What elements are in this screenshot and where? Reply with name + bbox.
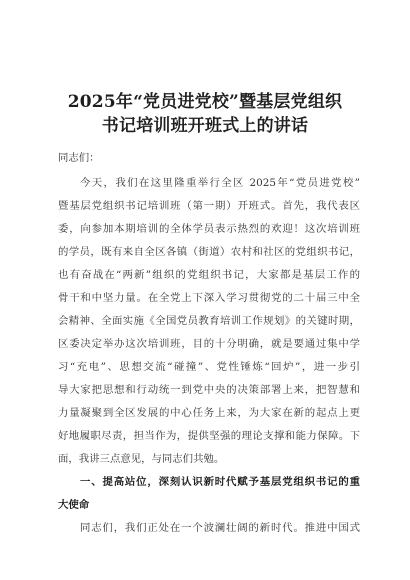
section-heading-line-2: 大使命 [58,499,90,511]
section-heading-line-1: 一、提高站位，深刻认识新时代赋予基层党组织书记的重 [80,476,360,488]
salutation: 同志们： [58,152,100,164]
document-title-line-2: 书记培训班开班式上的讲话 [101,116,309,136]
paragraph-line: 导大家把思想和行动统一到党中央的决策部署上来，把智慧和 [58,384,360,396]
paragraph-line: 也有奋战在“两新”组织的党组织书记，大家都是基层工作的 [58,269,360,281]
paragraph-line: 力量凝聚到全区发展的中心任务上来，为大家在新的起点上更 [58,407,360,419]
paragraph-line: 区委决定举办这次培训班，目的十分明确，就是要通过集中学 [58,338,360,350]
paragraph-line: 今天，我们在这里隆重举行全区 2025年“党员进党校” [80,177,360,189]
paragraph-line: 习“充电”、思想交流“碰撞”、党性锤炼“回炉”，进一步引 [58,361,360,373]
paragraph-line: 委，向参加本期培训的全体学员表示热烈的欢迎！这次培训班 [58,223,360,235]
paragraph-line: 的学员，既有来自全区各镇（街道）农村和社区的党组织书记， [58,246,360,258]
paragraph-line: 会精神、全面实施《全国党员教育培训工作规划》的关键时期， [58,315,360,327]
document-title-line-1: 2025年“党员进党校”暨基层党组织 [67,92,343,112]
paragraph-line: 好地履职尽责，担当作为，提供坚强的理论支撑和能力保障。下 [58,430,360,442]
paragraph-line: 面，我讲三点意见，与同志们共勉。 [58,453,225,465]
paragraph-line: 同志们，我们正处在一个波澜壮阔的新时代。推进中国式 [80,522,360,534]
paragraph-line: 暨基层党组织书记培训班（第一期）开班式。首先，我代表区 [58,200,360,212]
paragraph-line: 骨干和中坚力量。在全党上下深入学习贯彻党的二十届三中全 [58,292,360,304]
